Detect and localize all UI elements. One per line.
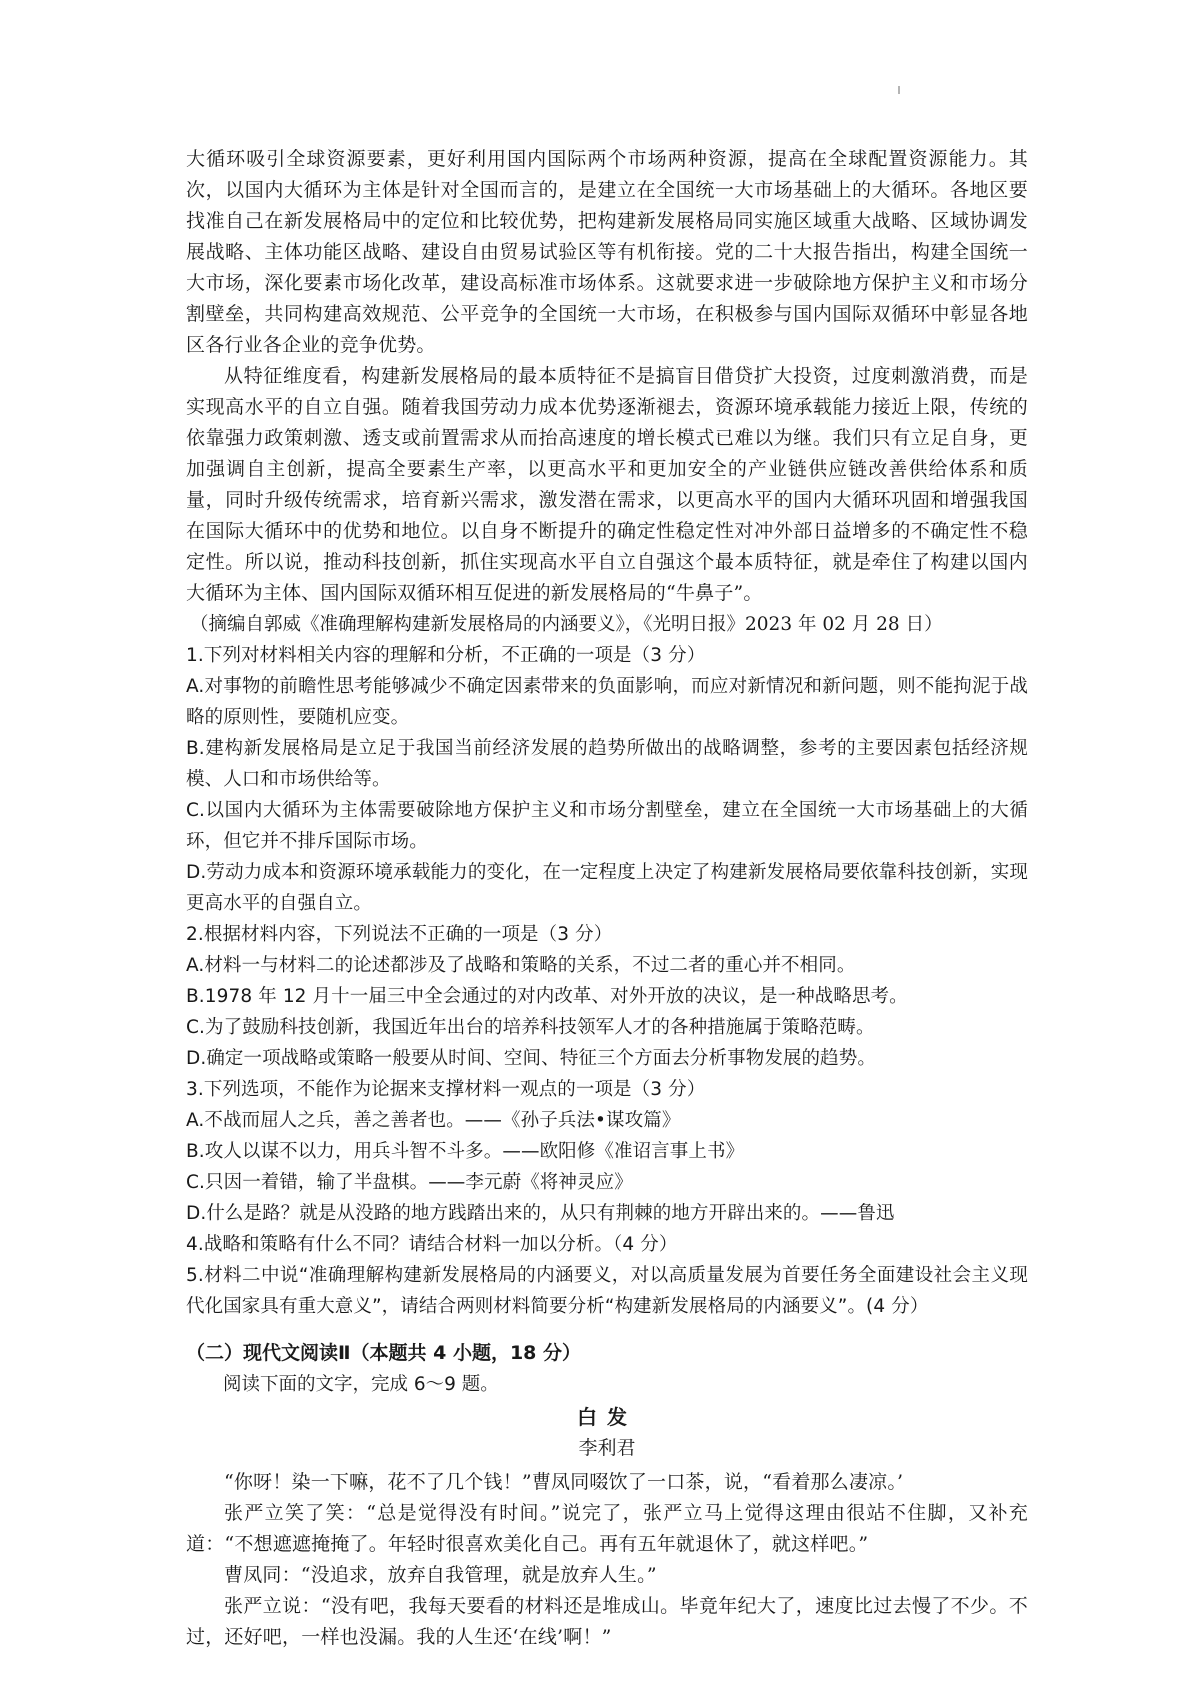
story-author: 李利君 [578,1437,636,1459]
question-3-option-d: D.什么是路？就是从没路的地方践踏出来的，从只有荆棘的地方开辟出来的。——鲁迅 [186,1203,895,1224]
question-4: 4.战略和策略有什么不同？请结合材料一加以分析。（4 分） [186,1234,678,1255]
section-2-instruction: 阅读下面的文字，完成 6～9 题。 [223,1374,499,1395]
question-2-option-d: D.确定一项战略或策略一般要从时间、空间、特征三个方面去分析事物发展的趋势。 [186,1048,876,1069]
story-paragraph-1: “你呀！染一下嘛，花不了几个钱！”曹凤同啜饮了一口茶，说，“看着那么凄凉。’ [224,1471,904,1493]
question-3-option-a: A.不战而屈人之兵，善之善者也。——《孙子兵法•谋攻篇》 [186,1110,681,1131]
story-paragraph-2: 张严立笑了笑：“总是觉得没有时间。”说完了，张严立马上觉得这理由很站不住脚，又补充道：“不想遮遮掩掩了。年轻时很喜欢美化自己。再有五年就退休了，就这样吧。” [186,1502,1028,1555]
story-paragraph-3: 曹凤同：“没追求，放弃自我管理，就是放弃人生。” [224,1564,657,1586]
question-1-option-d: D.劳动力成本和资源环境承载能力的变化，在一定程度上决定了构建新发展格局要依靠科技创新，实现更高水平的自强自立。 [186,862,1028,914]
question-3-option-c: C.只因一着错，输了半盘棋。——李元蔚《将神灵应》 [186,1172,633,1193]
question-3-option-b: B.攻人以谋不以力，用兵斗智不斗多。——欧阳修《准诏言事上书》 [186,1141,745,1162]
material-paragraph-1: 大循环吸引全球资源要素，更好利用国内国际两个市场两种资源，提高在全球配置资源能力。其次，以国内大循环为主体是针对全国而言的，是建立在全国统一大市场基础上的大循环。各地区要找准自己在新发展格局中的定位和比较优势，把构建新发展格局同实施区域重大战略、区域协调发展战略、主体功能区战略、建设自由贸易试验区等有机衔接。党的二十大报告指出，构建全国统一大市场，深化要素市场化改革，建设高标准市场体系。这就要求进一步破除地方保护主义和市场分割壁垒，共同构建高效规范、公平竞争的全国统一大市场，在积极参与国内国际双循环中彰显各地区各行业各企业的竞争优势。 [186,148,1028,356]
question-2-option-a: A.材料一与材料二的论述都涉及了战略和策略的关系，不过二者的重心并不相同。 [186,955,856,976]
story-paragraph-4: 张严立说：“没有吧，我每天要看的材料还是堆成山。毕竟年纪大了，速度比过去慢了不少。不过，还好吧，一样也没漏。我的人生还‘在线’啊！” [186,1595,1028,1648]
page-mark [898,86,900,94]
question-1: 1.下列对材料相关内容的理解和分析，不正确的一项是（3 分） [186,645,706,666]
question-2-option-c: C.为了鼓励科技创新，我国近年出台的培养科技领军人才的各种措施属于策略范畴。 [186,1017,875,1038]
story-title: 白发 [577,1405,637,1429]
question-1-option-a: A.对事物的前瞻性思考能够减少不确定因素带来的负面影响，而应对新情况和新问题，则不能拘泥于战略的原则性，要随机应变。 [186,676,1028,728]
question-2: 2.根据材料内容，下列说法不正确的一项是（3 分） [186,924,613,945]
question-1-option-c: C.以国内大循环为主体需要破除地方保护主义和市场分割壁垒，建立在全国统一大市场基础上的大循环，但它并不排斥国际市场。 [186,800,1028,852]
question-5: 5.材料二中说“准确理解构建新发展格局的内涵要义，对以高质量发展为首要任务全面建设社会主义现代化国家具有重大意义”，请结合两则材料简要分析“构建新发展格局的内涵要义”。(4 分） [186,1265,1028,1317]
question-1-option-b: B.建构新发展格局是立足于我国当前经济发展的趋势所做出的战略调整，参考的主要因素包括经济规模、人口和市场供给等。 [186,738,1028,790]
section-2-heading: （二）现代文阅读Ⅱ（本题共 4 小题，18 分） [186,1342,582,1364]
question-2-option-b: B.1978 年 12 月十一届三中全会通过的对内改革、对外开放的决议，是一种战略思考。 [186,986,908,1007]
question-3: 3.下列选项，不能作为论据来支撑材料一观点的一项是（3 分） [186,1079,706,1100]
document-body [186,144,1028,1653]
source-citation: （摘编自郭威《准确理解构建新发展格局的内涵要义》，《光明日报》2023 年 02 月 28 日） [190,614,943,635]
material-paragraph-2: 从特征维度看，构建新发展格局的最本质特征不是搞盲目借贷扩大投资，过度刺激消费，而是实现高水平的自立自强。随着我国劳动力成本优势逐渐褪去，资源环境承载能力接近上限，传统的依靠强力政策刺激、透支或前置需求从而抬高速度的增长模式已难以为继。我们只有立足自身，更加强调自主创新，提高全要素生产率，以更高水平和更加安全的产业链供应链改善供给体系和质量，同时升级传统需求，培育新兴需求，激发潜在需求，以更高水平的国内大循环巩固和增强我国在国际大循环中的优势和地位。以自身不断提升的确定性稳定性对冲外部日益增多的不确定性不稳定性。所以说，推动科技创新，抓住实现高水平自立自强这个最本质特征，就是牵住了构建以国内大循环为主体、国内国际双循环相互促进的新发展格局的“牛鼻子”。 [186,365,1028,604]
